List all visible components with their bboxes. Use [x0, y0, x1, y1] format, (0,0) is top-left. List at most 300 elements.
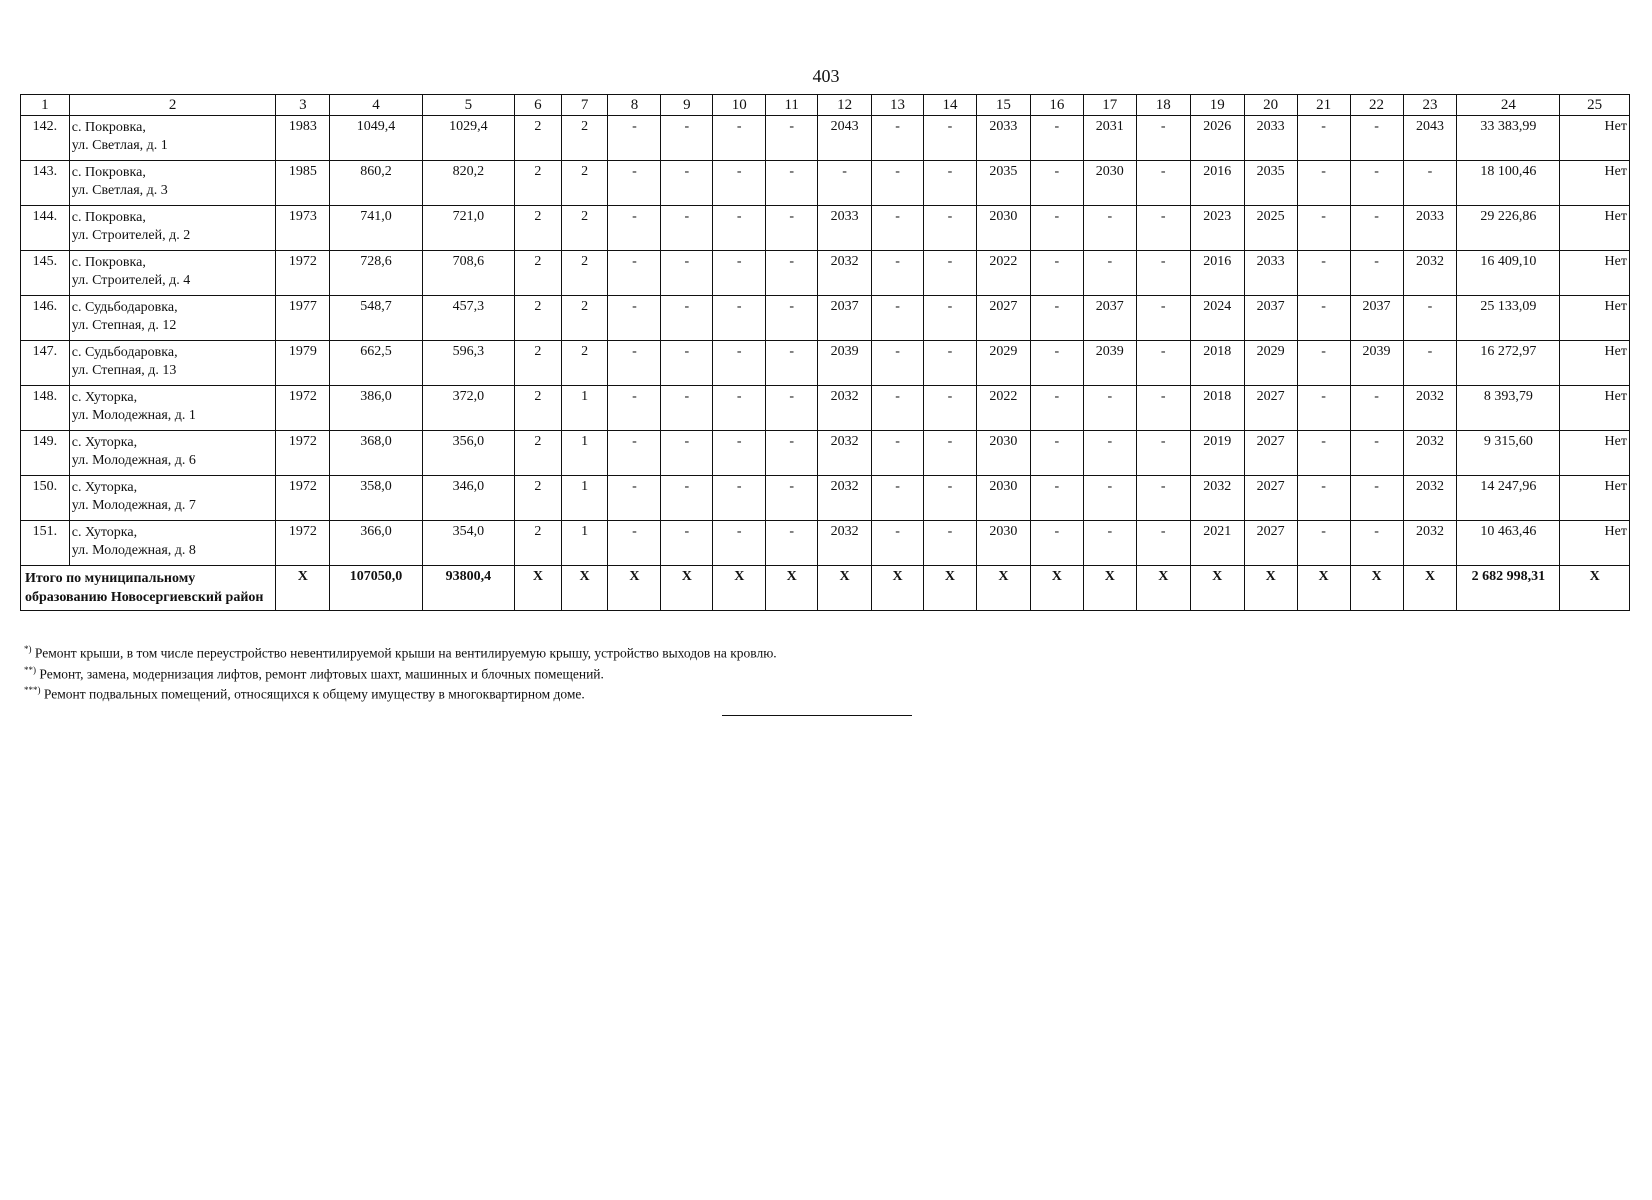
- table-row: [21, 521, 1630, 566]
- cell-col-19: 2026: [1190, 116, 1244, 161]
- cell-col-20: 2029: [1244, 341, 1297, 386]
- cell-col-16: -: [1030, 206, 1083, 251]
- cell-col-9: -: [661, 521, 713, 566]
- total-cell-col-24: 2 682 998,31: [1457, 566, 1560, 611]
- cell-col-15: 2030: [976, 206, 1030, 251]
- cell-col-10: -: [713, 251, 766, 296]
- table-row: [21, 476, 1630, 521]
- cell-col-12: 2032: [818, 431, 872, 476]
- cell-col-4: 386,0: [330, 386, 422, 431]
- cell-col-12: 2043: [818, 116, 872, 161]
- address-locality: с. Судьбодаровка,: [71, 345, 178, 360]
- cell-col-19: 2024: [1190, 296, 1244, 341]
- cell-col-19: 2023: [1190, 206, 1244, 251]
- cell-col-20: 2027: [1244, 386, 1297, 431]
- cell-col-11: -: [766, 341, 818, 386]
- cell-col-25: Нет: [1560, 386, 1630, 431]
- cell-col-11: -: [766, 251, 818, 296]
- cell-col-10: -: [713, 116, 766, 161]
- cell-col-14: -: [923, 476, 976, 521]
- cell-col-15: 2022: [976, 251, 1030, 296]
- cell-col-15: 2029: [976, 341, 1030, 386]
- cell-col-10: -: [713, 431, 766, 476]
- cell-col-17: -: [1083, 431, 1136, 476]
- cell-col-4: 860,2: [330, 161, 422, 206]
- cell-col-16: -: [1030, 251, 1083, 296]
- row-number: 151.: [21, 521, 70, 566]
- cell-col-17: 2037: [1083, 296, 1136, 341]
- cell-col-22: -: [1350, 251, 1403, 296]
- cell-col-16: -: [1030, 341, 1083, 386]
- cell-col-9: -: [661, 341, 713, 386]
- cell-col-13: -: [872, 206, 924, 251]
- cell-col-13: -: [872, 116, 924, 161]
- cell-col-24: 8 393,79: [1457, 386, 1560, 431]
- cell-col-8: -: [608, 431, 661, 476]
- table-row: [21, 116, 1630, 161]
- cell-col-21: -: [1297, 521, 1350, 566]
- cell-col-17: -: [1083, 251, 1136, 296]
- cell-col-22: 2037: [1350, 296, 1403, 341]
- cell-col-6: 2: [515, 296, 562, 341]
- cell-col-20: 2033: [1244, 116, 1297, 161]
- total-cell-col-19: X: [1190, 566, 1244, 611]
- cell-col-17: 2039: [1083, 341, 1136, 386]
- cell-col-23: 2032: [1403, 431, 1457, 476]
- table-row: [21, 431, 1630, 476]
- cell-col-22: -: [1350, 521, 1403, 566]
- cell-col-5: 708,6: [422, 251, 514, 296]
- cell-col-8: -: [608, 296, 661, 341]
- cell-col-3: 1972: [276, 251, 330, 296]
- cell-col-21: -: [1297, 341, 1350, 386]
- cell-col-23: 2043: [1403, 116, 1457, 161]
- cell-col-21: -: [1297, 296, 1350, 341]
- cell-col-8: -: [608, 116, 661, 161]
- column-header: 19: [1190, 95, 1244, 116]
- cell-col-9: -: [661, 116, 713, 161]
- cell-col-7: 2: [561, 296, 608, 341]
- cell-col-5: 596,3: [422, 341, 514, 386]
- column-header: 3: [276, 95, 330, 116]
- cell-col-24: 18 100,46: [1457, 161, 1560, 206]
- cell-col-17: 2031: [1083, 116, 1136, 161]
- address-cell: [69, 431, 276, 476]
- cell-col-21: -: [1297, 251, 1350, 296]
- row-number: 144.: [21, 206, 70, 251]
- cell-col-17: -: [1083, 386, 1136, 431]
- total-cell-col-9: X: [661, 566, 713, 611]
- total-cell-col-21: X: [1297, 566, 1350, 611]
- cell-col-24: 14 247,96: [1457, 476, 1560, 521]
- cell-col-12: 2032: [818, 251, 872, 296]
- address-street: ул. Степная, д. 12: [71, 318, 177, 333]
- cell-col-20: 2033: [1244, 251, 1297, 296]
- cell-col-6: 2: [515, 206, 562, 251]
- cell-col-11: -: [766, 296, 818, 341]
- cell-col-14: -: [923, 386, 976, 431]
- cell-col-24: 9 315,60: [1457, 431, 1560, 476]
- address-locality: с. Покровка,: [71, 165, 146, 180]
- total-cell-col-6: X: [515, 566, 562, 611]
- address-locality: с. Хуторка,: [71, 525, 138, 540]
- cell-col-17: 2030: [1083, 161, 1136, 206]
- column-header: 4: [330, 95, 422, 116]
- cell-col-19: 2018: [1190, 386, 1244, 431]
- table-row: [21, 161, 1630, 206]
- address-cell: [69, 116, 276, 161]
- cell-col-4: 366,0: [330, 521, 422, 566]
- column-header: 17: [1083, 95, 1136, 116]
- cell-col-5: 372,0: [422, 386, 514, 431]
- cell-col-4: 368,0: [330, 431, 422, 476]
- cell-col-13: -: [872, 161, 924, 206]
- cell-col-12: 2032: [818, 476, 872, 521]
- cell-col-13: -: [872, 431, 924, 476]
- total-cell-col-8: X: [608, 566, 661, 611]
- column-header: 22: [1350, 95, 1403, 116]
- column-header: 12: [818, 95, 872, 116]
- address-locality: с. Хуторка,: [71, 435, 138, 450]
- cell-col-14: -: [923, 251, 976, 296]
- cell-col-14: -: [923, 296, 976, 341]
- cell-col-8: -: [608, 386, 661, 431]
- cell-col-18: -: [1136, 341, 1190, 386]
- repair-schedule-table: [20, 94, 1630, 611]
- address-locality: с. Хуторка,: [71, 480, 138, 495]
- cell-col-4: 358,0: [330, 476, 422, 521]
- address-street: ул. Молодежная, д. 7: [71, 498, 196, 513]
- cell-col-10: -: [713, 296, 766, 341]
- cell-col-7: 2: [561, 251, 608, 296]
- cell-col-5: 354,0: [422, 521, 514, 566]
- row-number: 148.: [21, 386, 70, 431]
- address-locality: с. Покровка,: [71, 210, 146, 225]
- total-cell-col-16: X: [1030, 566, 1083, 611]
- column-header: 14: [923, 95, 976, 116]
- row-number: 145.: [21, 251, 70, 296]
- cell-col-22: -: [1350, 431, 1403, 476]
- cell-col-3: 1972: [276, 476, 330, 521]
- cell-col-9: -: [661, 161, 713, 206]
- cell-col-16: -: [1030, 431, 1083, 476]
- cell-col-25: Нет: [1560, 521, 1630, 566]
- cell-col-17: -: [1083, 206, 1136, 251]
- row-number: 143.: [21, 161, 70, 206]
- cell-col-6: 2: [515, 521, 562, 566]
- cell-col-3: 1977: [276, 296, 330, 341]
- cell-col-8: -: [608, 251, 661, 296]
- cell-col-4: 548,7: [330, 296, 422, 341]
- cell-col-21: -: [1297, 161, 1350, 206]
- table-row: [21, 206, 1630, 251]
- column-header: 16: [1030, 95, 1083, 116]
- cell-col-21: -: [1297, 476, 1350, 521]
- cell-col-13: -: [872, 296, 924, 341]
- total-cell-col-3: X: [276, 566, 330, 611]
- footnote-elevators: **) Ремонт, замена, модернизация лифтов, ремонт лифтовых шахт, машинных и блочных помещений.: [24, 664, 604, 681]
- cell-col-9: -: [661, 206, 713, 251]
- column-header: 11: [766, 95, 818, 116]
- column-header: 18: [1136, 95, 1190, 116]
- row-number: 149.: [21, 431, 70, 476]
- cell-col-25: Нет: [1560, 296, 1630, 341]
- cell-col-5: 457,3: [422, 296, 514, 341]
- cell-col-4: 662,5: [330, 341, 422, 386]
- cell-col-18: -: [1136, 386, 1190, 431]
- cell-col-10: -: [713, 161, 766, 206]
- address-cell: [69, 296, 276, 341]
- cell-col-23: 2032: [1403, 251, 1457, 296]
- cell-col-8: -: [608, 161, 661, 206]
- row-number: 150.: [21, 476, 70, 521]
- cell-col-25: Нет: [1560, 206, 1630, 251]
- total-cell-col-11: X: [766, 566, 818, 611]
- page-number: 403: [812, 66, 840, 86]
- address-street: ул. Молодежная, д. 6: [71, 453, 196, 468]
- row-number: 142.: [21, 116, 70, 161]
- cell-col-3: 1973: [276, 206, 330, 251]
- cell-col-8: -: [608, 341, 661, 386]
- footnotes: [24, 641, 777, 703]
- cell-col-3: 1972: [276, 386, 330, 431]
- cell-col-15: 2030: [976, 431, 1030, 476]
- cell-col-13: -: [872, 386, 924, 431]
- cell-col-16: -: [1030, 116, 1083, 161]
- cell-col-18: -: [1136, 296, 1190, 341]
- cell-col-24: 10 463,46: [1457, 521, 1560, 566]
- cell-col-6: 2: [515, 161, 562, 206]
- cell-col-18: -: [1136, 521, 1190, 566]
- cell-col-11: -: [766, 521, 818, 566]
- total-cell-col-12: X: [818, 566, 872, 611]
- total-cell-col-4: 107050,0: [330, 566, 422, 611]
- cell-col-10: -: [713, 341, 766, 386]
- cell-col-17: -: [1083, 476, 1136, 521]
- cell-col-11: -: [766, 476, 818, 521]
- address-cell: [69, 206, 276, 251]
- column-header: 25: [1560, 95, 1630, 116]
- cell-col-22: -: [1350, 476, 1403, 521]
- column-header: 15: [976, 95, 1030, 116]
- end-rule: [722, 715, 912, 716]
- address-locality: с. Покровка,: [71, 255, 146, 270]
- cell-col-12: -: [818, 161, 872, 206]
- cell-col-19: 2032: [1190, 476, 1244, 521]
- cell-col-19: 2016: [1190, 161, 1244, 206]
- cell-col-5: 721,0: [422, 206, 514, 251]
- cell-col-7: 1: [561, 386, 608, 431]
- total-cell-col-15: X: [976, 566, 1030, 611]
- cell-col-3: 1985: [276, 161, 330, 206]
- cell-col-4: 741,0: [330, 206, 422, 251]
- cell-col-21: -: [1297, 431, 1350, 476]
- cell-col-24: 16 409,10: [1457, 251, 1560, 296]
- column-header: 8: [608, 95, 661, 116]
- cell-col-23: 2033: [1403, 206, 1457, 251]
- total-cell-col-5: 93800,4: [422, 566, 514, 611]
- cell-col-21: -: [1297, 206, 1350, 251]
- cell-col-25: Нет: [1560, 116, 1630, 161]
- total-row: [21, 566, 1630, 611]
- column-header: 23: [1403, 95, 1457, 116]
- address-street: ул. Строителей, д. 2: [71, 228, 191, 243]
- column-header: 9: [661, 95, 713, 116]
- cell-col-7: 2: [561, 116, 608, 161]
- address-street: ул. Строителей, д. 4: [71, 273, 191, 288]
- cell-col-21: -: [1297, 386, 1350, 431]
- total-cell-col-23: X: [1403, 566, 1457, 611]
- column-header: 7: [561, 95, 608, 116]
- cell-col-20: 2027: [1244, 476, 1297, 521]
- address-cell: [69, 251, 276, 296]
- cell-col-24: 25 133,09: [1457, 296, 1560, 341]
- cell-col-13: -: [872, 521, 924, 566]
- address-locality: с. Покровка,: [71, 120, 146, 135]
- cell-col-19: 2021: [1190, 521, 1244, 566]
- cell-col-9: -: [661, 296, 713, 341]
- footnote-roof: *) Ремонт крыши, в том числе переустройство невентилируемой крыши на вентилируемую крышу, устройство выходов на кровлю.: [24, 644, 777, 661]
- column-header: 5: [422, 95, 514, 116]
- cell-col-5: 820,2: [422, 161, 514, 206]
- cell-col-15: 2027: [976, 296, 1030, 341]
- cell-col-8: -: [608, 206, 661, 251]
- cell-col-18: -: [1136, 161, 1190, 206]
- address-cell: [69, 341, 276, 386]
- cell-col-12: 2037: [818, 296, 872, 341]
- cell-col-19: 2019: [1190, 431, 1244, 476]
- column-header: 13: [872, 95, 924, 116]
- column-header: 6: [515, 95, 562, 116]
- column-header: 10: [713, 95, 766, 116]
- cell-col-3: 1972: [276, 431, 330, 476]
- table-row: [21, 251, 1630, 296]
- cell-col-24: 16 272,97: [1457, 341, 1560, 386]
- cell-col-11: -: [766, 431, 818, 476]
- cell-col-23: -: [1403, 341, 1457, 386]
- cell-col-20: 2027: [1244, 521, 1297, 566]
- cell-col-18: -: [1136, 116, 1190, 161]
- cell-col-23: 2032: [1403, 386, 1457, 431]
- cell-col-7: 2: [561, 206, 608, 251]
- cell-col-13: -: [872, 251, 924, 296]
- cell-col-22: -: [1350, 161, 1403, 206]
- total-cell-col-14: X: [923, 566, 976, 611]
- address-street: ул. Молодежная, д. 1: [71, 408, 196, 423]
- total-cell-col-13: X: [872, 566, 924, 611]
- address-street: ул. Светлая, д. 1: [71, 138, 168, 153]
- cell-col-11: -: [766, 161, 818, 206]
- total-cell-col-25: X: [1560, 566, 1630, 611]
- cell-col-23: 2032: [1403, 521, 1457, 566]
- cell-col-15: 2022: [976, 386, 1030, 431]
- address-cell: [69, 521, 276, 566]
- table-row: [21, 296, 1630, 341]
- address-cell: [69, 476, 276, 521]
- cell-col-12: 2032: [818, 386, 872, 431]
- cell-col-6: 2: [515, 251, 562, 296]
- address-cell: [69, 161, 276, 206]
- row-number: 146.: [21, 296, 70, 341]
- cell-col-3: 1972: [276, 521, 330, 566]
- cell-col-7: 1: [561, 431, 608, 476]
- cell-col-5: 1029,4: [422, 116, 514, 161]
- cell-col-6: 2: [515, 476, 562, 521]
- total-cell-col-18: X: [1136, 566, 1190, 611]
- cell-col-10: -: [713, 386, 766, 431]
- cell-col-18: -: [1136, 206, 1190, 251]
- address-locality: с. Судьбодаровка,: [71, 300, 178, 315]
- cell-col-14: -: [923, 431, 976, 476]
- cell-col-8: -: [608, 476, 661, 521]
- cell-col-11: -: [766, 206, 818, 251]
- column-header: 1: [21, 95, 70, 116]
- column-header: 2: [69, 95, 276, 116]
- address-cell: [69, 386, 276, 431]
- total-cell-col-10: X: [713, 566, 766, 611]
- cell-col-7: 2: [561, 161, 608, 206]
- cell-col-16: -: [1030, 296, 1083, 341]
- cell-col-16: -: [1030, 386, 1083, 431]
- cell-col-14: -: [923, 161, 976, 206]
- column-number-row: [21, 95, 1630, 116]
- cell-col-11: -: [766, 116, 818, 161]
- cell-col-25: Нет: [1560, 476, 1630, 521]
- cell-col-25: Нет: [1560, 431, 1630, 476]
- cell-col-14: -: [923, 521, 976, 566]
- cell-col-12: 2033: [818, 206, 872, 251]
- cell-col-10: -: [713, 206, 766, 251]
- cell-col-19: 2018: [1190, 341, 1244, 386]
- total-cell-col-7: X: [561, 566, 608, 611]
- table-row: [21, 386, 1630, 431]
- cell-col-15: 2030: [976, 476, 1030, 521]
- cell-col-25: Нет: [1560, 251, 1630, 296]
- cell-col-3: 1979: [276, 341, 330, 386]
- cell-col-8: -: [608, 521, 661, 566]
- cell-col-6: 2: [515, 386, 562, 431]
- address-street: ул. Молодежная, д. 8: [71, 543, 196, 558]
- cell-col-14: -: [923, 116, 976, 161]
- cell-col-18: -: [1136, 431, 1190, 476]
- cell-col-22: -: [1350, 206, 1403, 251]
- cell-col-19: 2016: [1190, 251, 1244, 296]
- cell-col-5: 356,0: [422, 431, 514, 476]
- cell-col-7: 1: [561, 521, 608, 566]
- cell-col-23: 2032: [1403, 476, 1457, 521]
- cell-col-16: -: [1030, 521, 1083, 566]
- cell-col-15: 2033: [976, 116, 1030, 161]
- cell-col-18: -: [1136, 251, 1190, 296]
- cell-col-21: -: [1297, 116, 1350, 161]
- cell-col-25: Нет: [1560, 161, 1630, 206]
- total-cell-col-20: X: [1244, 566, 1297, 611]
- cell-col-7: 1: [561, 476, 608, 521]
- cell-col-3: 1983: [276, 116, 330, 161]
- cell-col-6: 2: [515, 431, 562, 476]
- cell-col-9: -: [661, 476, 713, 521]
- cell-col-22: 2039: [1350, 341, 1403, 386]
- cell-col-7: 2: [561, 341, 608, 386]
- cell-col-10: -: [713, 476, 766, 521]
- cell-col-13: -: [872, 341, 924, 386]
- cell-col-12: 2032: [818, 521, 872, 566]
- cell-col-23: -: [1403, 161, 1457, 206]
- cell-col-4: 728,6: [330, 251, 422, 296]
- cell-col-17: -: [1083, 521, 1136, 566]
- cell-col-14: -: [923, 206, 976, 251]
- cell-col-20: 2025: [1244, 206, 1297, 251]
